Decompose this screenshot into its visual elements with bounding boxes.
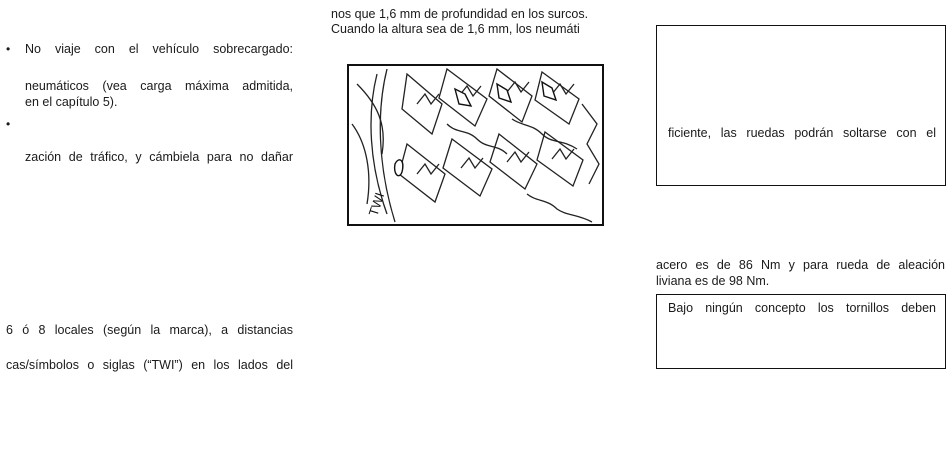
middle-line-1: nos que 1,6 mm de profundidad en los surcos. — [331, 7, 589, 21]
torque-line-1: acero es de 86 Nm y para rueda de aleación — [656, 258, 945, 272]
paragraph-line-2: cas/símbolos o siglas (“TWI”) en los lados del — [6, 358, 293, 372]
twi-label: TWI — [365, 190, 388, 218]
torque-line-2: liviana es de 98 Nm. — [656, 274, 770, 288]
info-box-2-text: Bajo ningún concepto los tornillos deben — [668, 301, 936, 315]
bullet-1-cont-1: neumáticos (vea carga máxima admitida, — [25, 79, 293, 93]
middle-line-2: Cuando la altura sea de 1,6 mm, los neumáti — [331, 22, 580, 36]
tire-tread-figure — [347, 64, 604, 226]
bullet-dot-2: • — [6, 117, 11, 131]
info-box-1 — [656, 25, 946, 186]
bullet-dot-1: • — [6, 42, 11, 56]
paragraph-line-1: 6 ó 8 locales (según la marca), a distancias — [6, 323, 293, 337]
bullet-1-text: No viaje con el vehículo sobrecargado: — [25, 42, 293, 56]
info-box-2 — [656, 294, 946, 369]
bullet-1-cont-2: en el capítulo 5). — [25, 95, 118, 109]
bullet-2-cont: zación de tráfico, y cámbiela para no dañar — [25, 150, 293, 164]
tire-tread-icon — [347, 64, 604, 226]
info-box-1-text: ficiente, las ruedas podrán soltarse con el — [668, 126, 936, 140]
